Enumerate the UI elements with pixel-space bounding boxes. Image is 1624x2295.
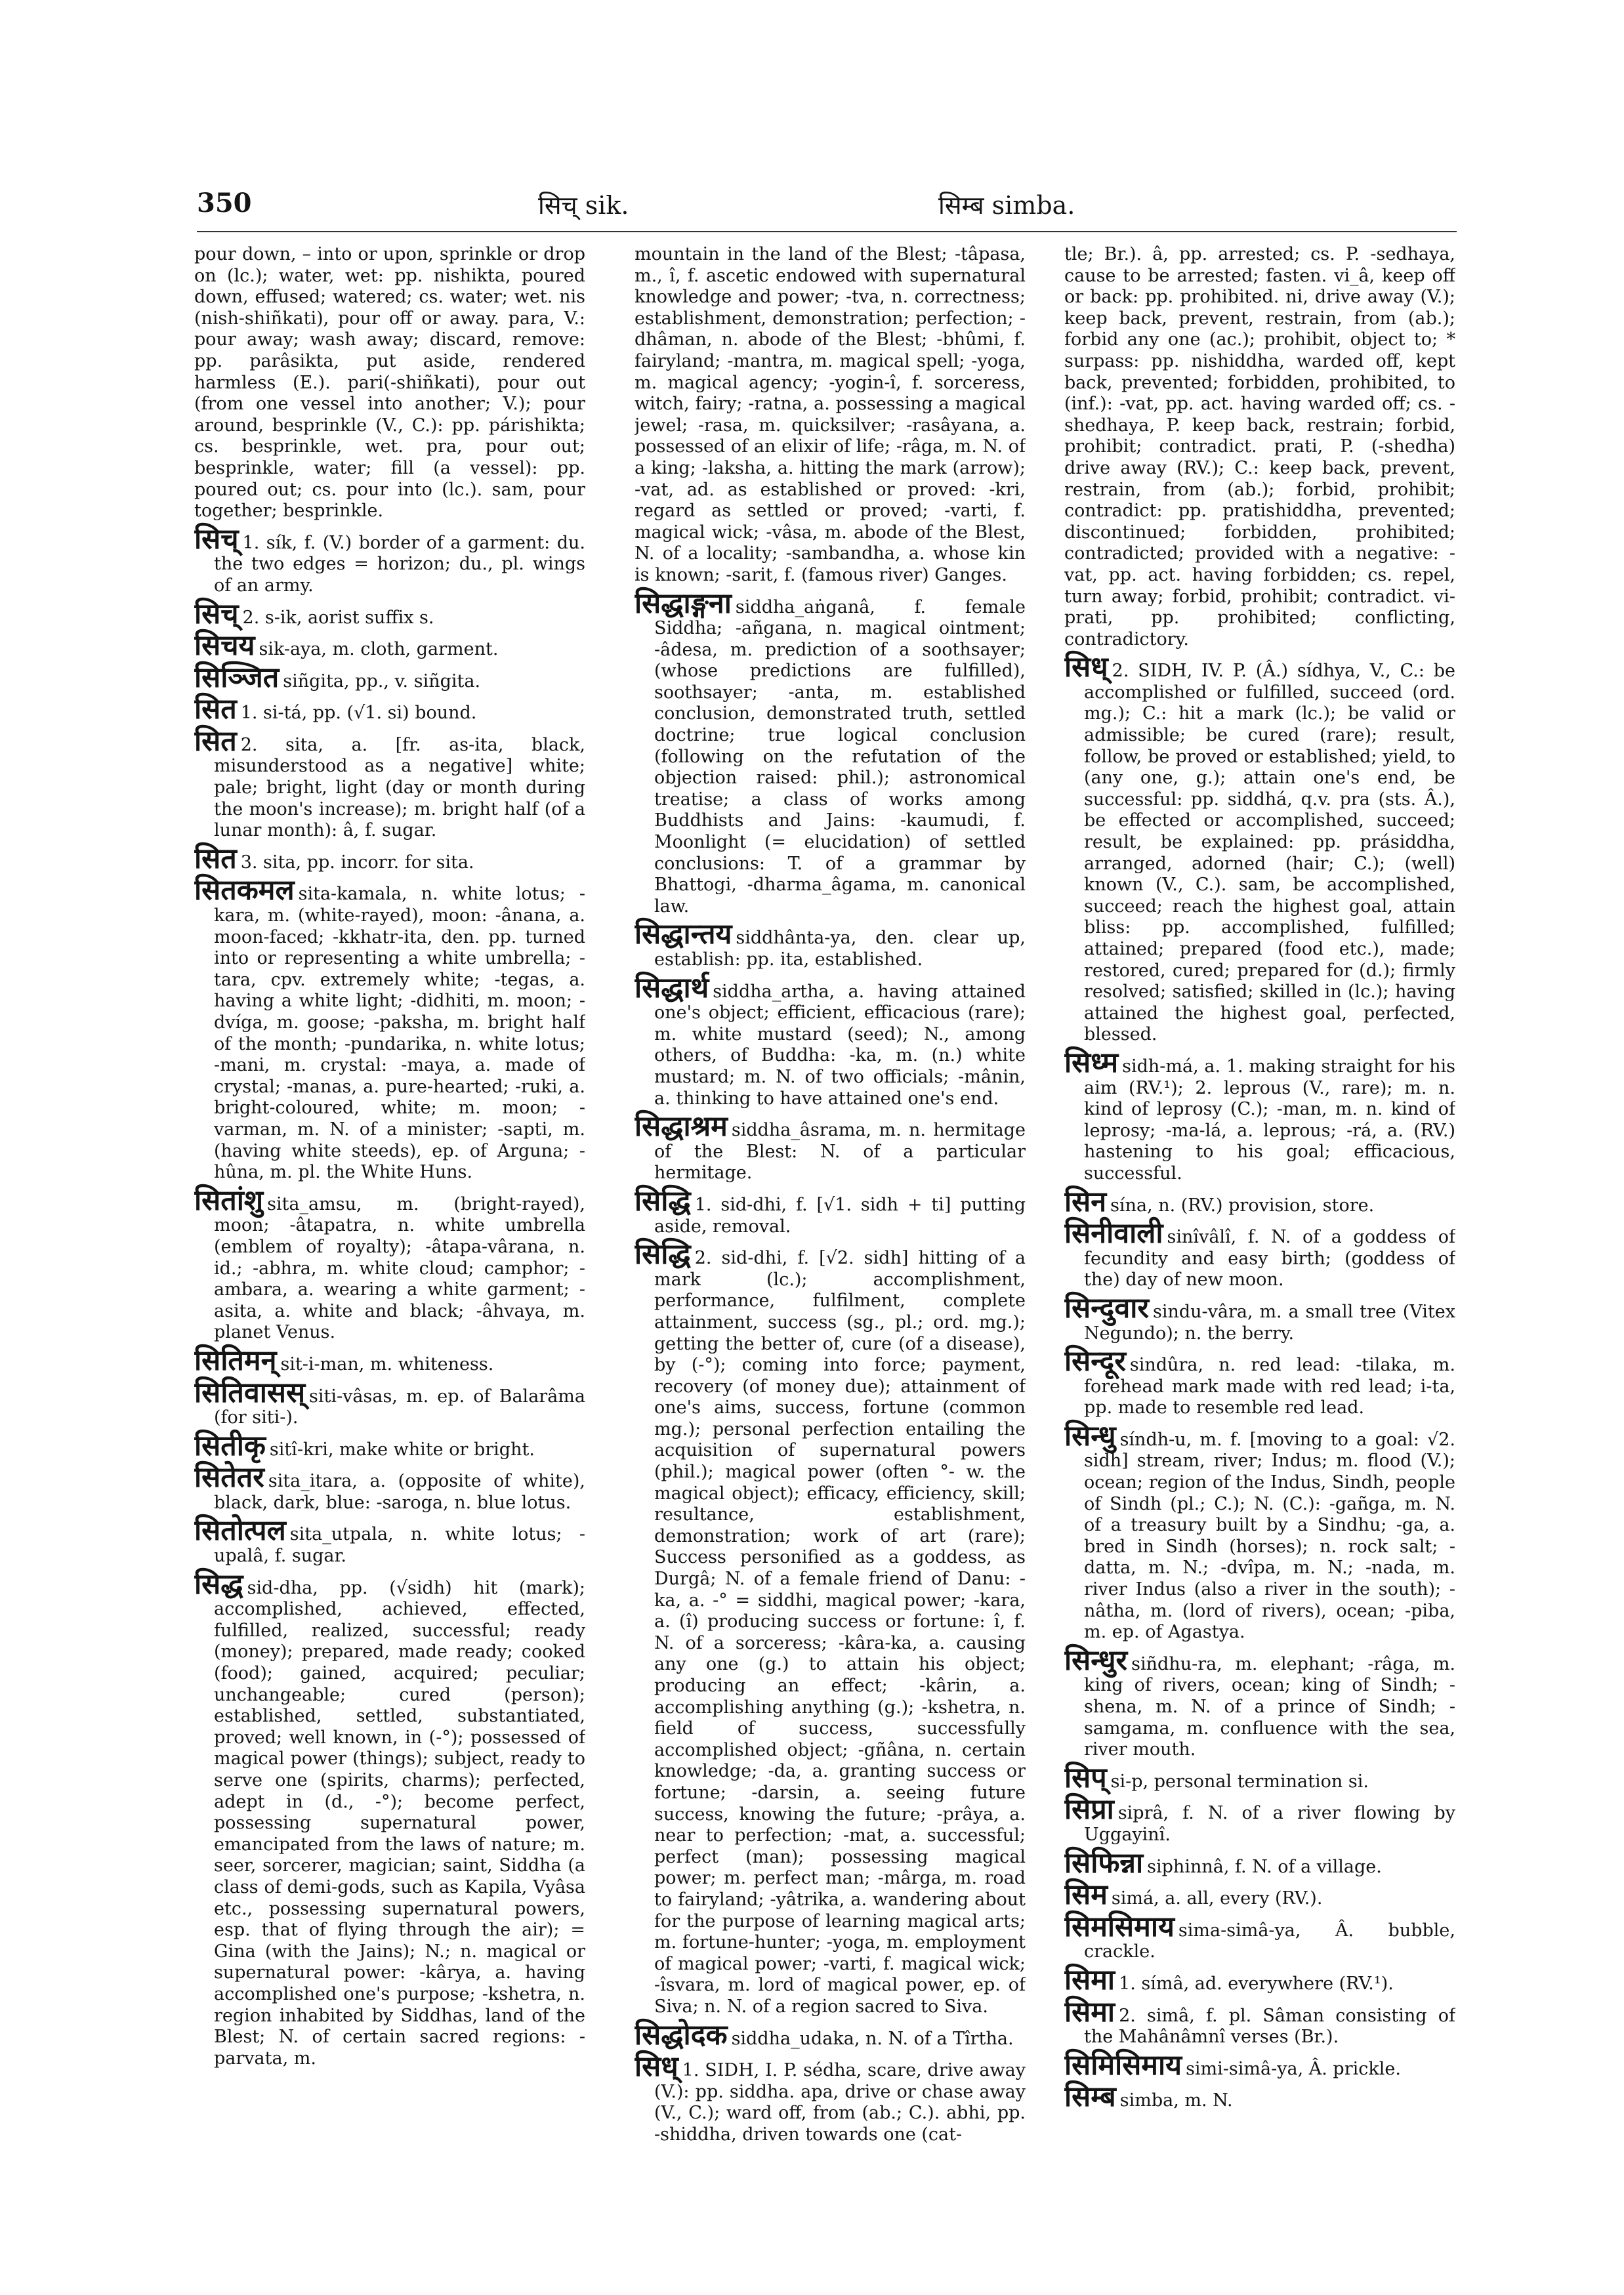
entry-headword: सितेतर (194, 1461, 264, 1495)
entry-text: 1. símâ, ad. everywhere (RV.¹). (1119, 1973, 1394, 1994)
entry-headword: सिद्धाङ्गना (635, 587, 732, 620)
entry-text: sindu-vâra, m. a small tree (Vitex Negundo); n. the berry. (1084, 1301, 1455, 1344)
dictionary-entry (635, 2050, 1026, 2145)
dictionary-entry (635, 2018, 1026, 2052)
entry-text: tle; Br.). â, pp. arrested; cs. P. -sedhaya, cause to be arrested; fasten. vi_â, keep off or back: pp. prohibited. ni, drive away (V.); keep back, prevent, restrain, from (ab.); forbid any one (ac.); prohibit, object to; * surpass: pp. nishiddha, warded off, kept back, prevented; forbidden, prohibited, to (inf.): -vat, pp. act. having warded off; cs. -shedhaya, P. keep back, restrain; forbid, prohibit; contradict. prati, P. (-shedha) drive away (RV.); C.: keep back, prevent, restrain, from (ab.); forbid, prohibit; contradict: pp. pratishiddha, prevented; discontinued; forbidden, prohibited; contradicted; provided with a negative: -vat, pp. act. having forbidden; cs. repel, turn away; forbid, prohibit; contradict. vi-prati, pp. prohibited; conflicting, contradictory. (1064, 244, 1455, 650)
entry-headword: सिद्धार्थ (635, 971, 709, 1004)
entry-headword: सित (194, 842, 237, 875)
entry-text: 3. sita, pp. incorr. for sita. (240, 852, 474, 873)
entry-headword: सिप् (1064, 1761, 1107, 1794)
entry-headword: सितोत्पल (194, 1514, 286, 1548)
entry-headword: सिद्ध (194, 1567, 243, 1601)
dictionary-entry (1064, 1793, 1455, 1846)
entry-text: sína, n. (RV.) provision, store. (1110, 1195, 1375, 1216)
entry-headword: सिम (1064, 1878, 1108, 1912)
entry-headword: सिप्रा (1064, 1793, 1114, 1827)
dictionary-entry (635, 244, 1026, 587)
entry-text: 1. sid-dhi, f. [√1. sidh + ti] putting aside, removal. (654, 1194, 1026, 1237)
entry-headword: सिध् (1064, 651, 1108, 684)
entry-headword: सिनीवाली (1064, 1217, 1163, 1251)
dictionary-entry (1064, 1345, 1455, 1419)
entry-headword: सितकमल (194, 874, 295, 907)
dictionary-entry (1064, 1419, 1455, 1644)
entry-text: sita_itara, a. (opposite of white), black, dark, blue: -saroga, n. blue lotus. (214, 1471, 585, 1513)
entry-headword: सिच् (194, 522, 239, 556)
entry-text: 2. SIDH, IV. P. (Â.) sídhya, V., C.: be accomplished or fulfilled, succeed (ord. mg.); C.: hit a mark (lc.); be valid or admissible; be cured (rare); result, follow, be proved or established; yield, to (any one, g.); attain one's end, be successful: pp. siddhá, q.v. pra (sts. Â.), be effected or accomplished, succeed; result, be explained: pp. prásiddha, arranged, adorned (hair; C.); (well) known (V., C.). sam, be accomplished, succeed; reach the highest goal, attain bliss: pp. accomplished, fulfilled; attained; prepared (food etc.), made; restored, cured; prepared for (d.); firmly resolved; satisfied; skilled in (lc.); having attained the highest goal, perfected, blessed. (1084, 661, 1455, 1045)
entry-headword: सिध् (635, 2050, 678, 2084)
dictionary-entry (194, 693, 585, 726)
dictionary-entry (1064, 1995, 1455, 2048)
dictionary-entry (1064, 1910, 1455, 1963)
entry-text: 2. simâ, f. pl. Sâman consisting of the Mahânâmnî verses (Br.). (1084, 2005, 1455, 2048)
entry-text: sima-simâ-ya, Â. bubble, crackle. (1084, 1920, 1455, 1962)
dictionary-entry (1064, 2048, 1455, 2082)
dictionary-entry (1064, 1217, 1455, 1291)
dictionary-entry (1064, 244, 1455, 650)
dictionary-entry (194, 1514, 585, 1567)
entry-headword: सिन (1064, 1185, 1107, 1218)
entry-text: siddha_udaka, n. N. of a Tîrtha. (731, 2028, 1014, 2049)
entry-text: 2. sid-dhi, f. [√2. sidh] hitting of a mark (lc.); accomplishment, performance, fulfilment, complete attainment, success (sg., pl.; ord. mg.); getting the better of, cure (of a disease), by (-°); coming into force; payment, recovery (of money due); attainment of one's aims, success, fortune (common mg.); personal perfection entailing the acquisition of supernatural powers (phil.); magical power (often °- w. the magical object); efficacy, efficiency, skill; resultance, establishment, demonstration; work of art (rare); Success personified as a goddess, as Durgâ; N. of a female friend of Danu: -ka, a. -° = siddhi, magical power; -kara, a. (î) producing success or fortune: î, f. N. of a sorceress; -kâra-ka, a. causing any one (g.) to attain his object; producing an effect; -kârin, a. accomplishing anything (g.); -kshetra, n. field of success, successfully accomplished object; -gñâna, n. certain knowledge; -da, a. granting success or fortune; -darsin, a. seeing future success, knowing the future; -prâya, a. near to perfection; -mat, a. successful; perfect (man); possessing magical power; m. perfect man; -mârga, m. road to fairyland; -yâtrika, a. wandering about for the purpose of learning magical arts; m. fortune-hunter; -yoga, m. employment of magical power; -varti, f. magical wick; -îsvara, m. lord of magical power, ep. of Siva; n. N. of a region sacred to Siva. (654, 1248, 1026, 2017)
entry-text: síndh-u, m. f. [moving to a goal: √2. sidh] stream, river; Indus; m. flood (V.); ocean; region of the Indus, Sindh, people of Sindh (pl.; C.); N. (C.): -gañga, m. N. of a treasury built by a Sindhu; -ga, a. bred in Sindh (horses); n. rock salt; -datta, m. N.; -dvîpa, m. N.; -nada, m. river Indus (also a river in the south); -nâtha, m. (lord of rivers), ocean; -piba, m. ep. of Agastya. (1084, 1429, 1455, 1643)
entry-headword: सिमसिमाय (1064, 1910, 1175, 1943)
dictionary-entry (635, 1184, 1026, 1237)
entry-text: sitî-kri, make white or bright. (269, 1439, 535, 1460)
entry-text: sid-dha, pp. (√sidh) hit (mark); accomplished, achieved, effected, fulfilled, realized, successful; ready (money); prepared, made ready; cooked (food); gained, acquired; peculiar; unchangeable; cured (person); established, settled, substantiated, proved; well known, in (-°); possessed of magical power (things); subject, ready to serve one (spirits, charms); perfected, adept in (d., -°); become perfect, possessing supernatural power, emancipated from the laws of nature; m. seer, sorcerer, magician; saint, Siddha (a class of demi-gods, such as Kapila, Vyâsa etc., possessing supernatural powers, esp. that of flying through the air); = Gina (with the Jains); N.; n. magical or supernatural power: -kârya, a. having accomplished one's purpose; -kshetra, n. region inhabited by Siddhas, land of the Blest; N. of certain sacred regions: -parvata, m. (214, 1577, 585, 2069)
entry-text: siddha_âsrama, m. n. hermitage of the Blest: N. of a particular hermitage. (654, 1120, 1026, 1184)
dictionary-entry (1064, 1046, 1455, 1185)
entry-headword: सितिवासस् (194, 1376, 306, 1409)
entry-text: si-p, personal termination si. (1110, 1771, 1369, 1792)
entry-text: siddha_artha, a. having attained one's object; efficient, efficacious (rare); m. white mustard (seed); N., among others, of Buddha: -ka, m. (n.) white mustard; m. N. of two officials; -mânin, a. thinking to have attained one's end. (654, 981, 1026, 1109)
dictionary-entry (194, 629, 585, 663)
entry-headword: सिद्धि (635, 1238, 691, 1272)
entry-text: 1. SIDH, I. P. sédha, scare, drive away (V.): pp. siddha. apa, drive or chase away (V., C.); ward off, from (ab.; C.). abhi, pp. -shiddha, driven towards one (cat- (654, 2060, 1026, 2145)
entry-text: simi-simâ-ya, Â. prickle. (1186, 2058, 1401, 2079)
entry-text: sinîvâlî, f. N. of a goddess of fecundity and easy birth; (goddess of the) day of new moon. (1084, 1227, 1455, 1291)
dictionary-entry (1064, 2080, 1455, 2114)
dictionary-entry (635, 587, 1026, 918)
entry-text: siphinnâ, f. N. of a village. (1147, 1856, 1382, 1877)
entry-headword: सिच् (194, 597, 239, 631)
dictionary-entry (635, 1110, 1026, 1184)
entry-headword: सिन्धुर (1064, 1644, 1128, 1677)
entry-text: 2. s-ik, aorist suffix s. (242, 607, 434, 628)
dictionary-entry (1064, 1878, 1455, 1912)
entry-text: simba, m. N. (1119, 2090, 1233, 2111)
dictionary-entry (1064, 1185, 1455, 1218)
dictionary-entry (635, 1238, 1026, 2017)
entry-headword: सितांशु (194, 1184, 264, 1217)
dictionary-entry (1064, 1963, 1455, 1996)
dictionary-entry (1064, 1761, 1455, 1794)
entry-text: sidh-má, a. 1. making straight for his aim (RV.¹); 2. leprous (V., rare); m. n. kind of leprosy (C.); -man, m. n. kind of leprosy; -ma-lá, a. leprous; -rá, a. (RV.) hastening to his goal; efficacious, successful. (1084, 1056, 1455, 1184)
entry-text: sit-i-man, m. whiteness. (280, 1354, 494, 1375)
entry-text: siddha_aṅganâ, f. female Siddha; -añgana, n. magical ointment; -âdesa, m. prediction of a soothsayer; (whose predictions are fulfilled), soothsayer; -anta, m. established conclusion, demonstrated truth, settled doctrine; true logical conclusion (following on the refutation of the objection raised: phil.); astronomical treatise; a class of works among Buddhists and Jains: -kaumudi, f. Moonlight (= elucidation) of settled conclusions: T. of a grammar by Bhattogi, -dharma_âgama, m. canonical law. (654, 596, 1026, 917)
dictionary-entry (635, 971, 1026, 1110)
entry-headword: सिचय (194, 629, 255, 663)
dictionary-entry (1064, 1846, 1455, 1880)
entry-headword: सिफिन्ना (1064, 1846, 1144, 1880)
entry-text: siñgita, pp., v. siñgita. (283, 671, 481, 692)
entry-headword: सित (194, 693, 237, 726)
dictionary-entry (194, 1461, 585, 1514)
entry-headword: सिम्ब (1064, 2080, 1116, 2114)
entry-text: sindûra, n. red lead: -tilaka, m. forehead mark made with red lead; i-ta, pp. made to resemble red lead. (1084, 1355, 1455, 1418)
entry-text: sita_amsu, m. (bright-rayed), moon; -âtapatra, n. white umbrella (emblem of royalty); -âtapa-vârana, n. id.; -abhra, m. white cloud; camphor; -ambara, a. wearing a white garment; -asita, a. white and black; -âhvaya, m. planet Venus. (214, 1193, 585, 1343)
entry-text: mountain in the land of the Blest; -tâpasa, m., î, f. ascetic endowed with supernatural knowledge and power; -tva, n. correctness; establishment, demonstration; perfection; -dhâman, n. abode of the Blest; -bhûmi, f. fairyland; -mantra, m. magical spell; -yoga, m. magical agency; -yogin-î, f. sorceress, witch, fairy; -ratna, a. possessing a magical jewel; -rasa, m. quicksilver; -rasâyana, a. possessed of an elixir of life; -râga, m. N. of a king; -laksha, a. hitting the mark (arrow); -vat, ad. as established or proved: -kri, regard as settled or proved; -varti, f. magical wick; -vâsa, m. abode of the Blest, N. of a locality; -sambandha, a. whose kin is known; -sarit, f. (famous river) Ganges. (635, 244, 1026, 585)
dictionary-entry (194, 522, 585, 597)
entry-headword: सिन्दूर (1064, 1345, 1126, 1378)
entry-headword: सिमा (1064, 1963, 1115, 1996)
dictionary-entry (1064, 1644, 1455, 1761)
entry-text: 2. sita, a. [fr. as-ita, black, misunderstood as a negative] white; pale; bright, light (day or month during the moon's increase); m. bright half (of a lunar month): â, f. sugar. (214, 734, 585, 841)
dictionary-entry (194, 597, 585, 631)
entry-headword: सिध्म (1064, 1046, 1119, 1079)
entry-headword: सित (194, 724, 237, 758)
dictionary-entry (194, 1184, 585, 1344)
entry-headword: सिद्धोदक (635, 2018, 728, 2052)
entry-text: sik-aya, m. cloth, garment. (259, 639, 499, 660)
entry-headword: सिद्धाश्रम (635, 1110, 728, 1144)
dictionary-entry (194, 1567, 585, 2070)
dictionary-entry (194, 874, 585, 1183)
entry-text: siti-vâsas, m. ep. of Balarâma (for siti-). (214, 1386, 585, 1428)
dictionary-entry (194, 661, 585, 694)
column-1 (194, 244, 585, 2219)
dictionary-entry (194, 724, 585, 842)
column-2 (635, 244, 1026, 2219)
dictionary-entry (194, 244, 585, 522)
entry-headword: सिन्दुवार (1064, 1291, 1149, 1325)
entry-text: siñdhu-ra, m. elephant; -râga, m. king of rivers, ocean; king of Sindh; -shena, m. N. of a prince of Sindh; -samgama, m. confluence with the sea, river mouth. (1084, 1653, 1455, 1760)
entry-text: pour down, – into or upon, sprinkle or drop on (lc.); water, wet: pp. nishikta, poured down, effused; watered; cs. water; wet. nis (nish-shiñkati), pour off or away. para, V.: pour away; wash away; discard, remove: pp. parâsikta, put aside, rendered harmless (E.). pari(-shiñkati), pour out (from one vessel into another; V.); pour around, besprinkle (V., C.): pp. párishikta; cs. besprinkle, wet. pra, pour out; besprinkle, water; fill (a vessel): pp. poured out; cs. pour into (lc.). sam, pour together; besprinkle. (194, 244, 585, 522)
page-number: 350 (197, 188, 252, 218)
entry-headword: सितिमन् (194, 1344, 277, 1377)
dictionary-entry (194, 1344, 585, 1377)
entry-headword: सिद्धान्तय (635, 918, 732, 951)
entry-text: 1. si-tá, pp. (√1. si) bound. (240, 703, 477, 724)
dictionary-entry (635, 918, 1026, 970)
entry-headword: सिमिसिमाय (1064, 2048, 1182, 2082)
entry-headword: सिद्धि (635, 1184, 691, 1218)
dictionary-entry (194, 1376, 585, 1429)
entry-headword: सिन्धु (1064, 1419, 1116, 1453)
header-rule (197, 231, 1457, 232)
dictionary-entry (194, 1429, 585, 1462)
running-head-right: सिम्ब simba. (938, 191, 1075, 220)
entry-text: sita_utpala, n. white lotus; -upalâ, f. sugar. (214, 1524, 585, 1567)
dictionary-entry (194, 842, 585, 875)
entry-text: siprâ, f. N. of a river flowing by Uggayinî. (1084, 1803, 1455, 1845)
entry-text: simá, a. all, every (RV.). (1111, 1888, 1323, 1909)
entry-text: 1. sík, f. (V.) border of a garment: du. the two edges = horizon; du., pl. wings of an army. (214, 532, 585, 596)
running-head-left: सिच् sik. (538, 191, 629, 220)
dictionary-entry (1064, 651, 1455, 1046)
entry-headword: सितीकृ (194, 1429, 266, 1462)
entry-headword: सिमा (1064, 1995, 1115, 2029)
column-3 (1064, 244, 1455, 2219)
entry-text: sita-kamala, n. white lotus; -kara, m. (white-rayed), moon: -ânana, a. moon-faced; -kkhatr-ita, den. pp. turned into or representing a white umbrella; -tara, cpv. extremely white; -tegas, a. having a white light; -didhiti, m. moon; -dvíga, m. goose; -paksha, m. bright half of the month; -pundarika, n. white lotus; -mani, m. crystal: -maya, a. made of crystal; -manas, a. pure-hearted; -ruki, a. bright-coloured, white; m. moon; -varman, m. N. of a minister; -sapti, m. (having white steeds), ep. of Arguna; -hûna, m. pl. the White Huns. (214, 884, 585, 1183)
dictionary-entry (1064, 1291, 1455, 1344)
entry-text: siddhânta-ya, den. clear up, establish: pp. ita, established. (654, 928, 1026, 970)
page-header (197, 188, 1457, 227)
entry-headword: सिञ्जित (194, 661, 280, 694)
